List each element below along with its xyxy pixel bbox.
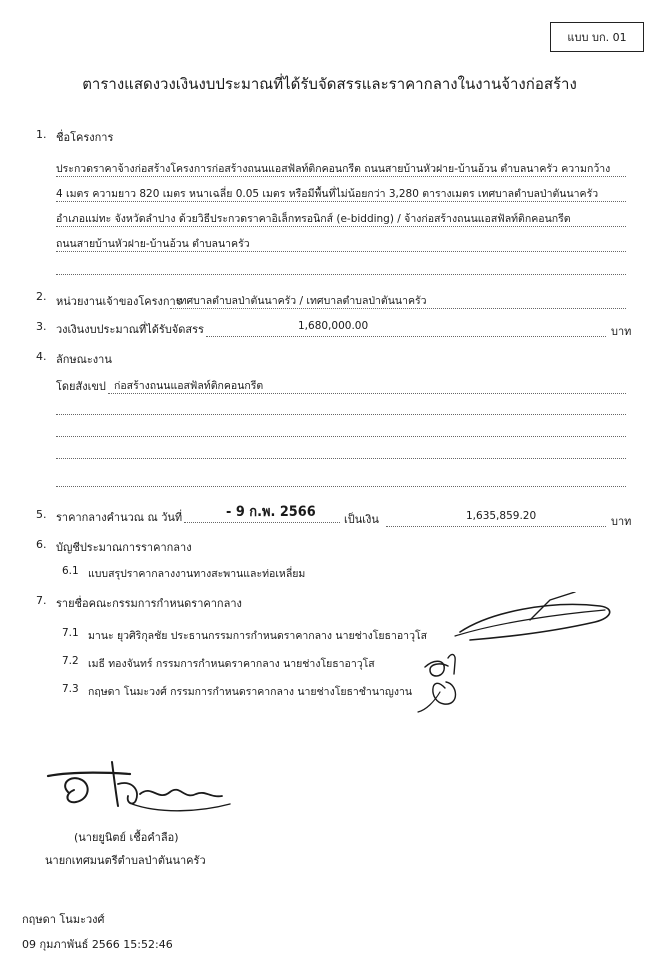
budget-unit: บาท [611,325,632,338]
section-2-number: 2. [36,290,47,303]
dotted-line [386,526,606,527]
section-5-label: ราคากลางคำนวณ ณ วันที่ [56,511,183,524]
dotted-line [56,274,626,275]
dotted-line [56,201,626,202]
form-code: แบบ บก. 01 [567,31,627,44]
section-7-number: 7. [36,594,47,607]
committee-2-text: เมธี ทองจันทร์ กรรมการกำหนดราคากลาง นายช่างโยธาอาวุโส [88,658,375,670]
dotted-line [56,414,626,415]
committee-3-number: 7.3 [62,683,79,695]
work-summary-label: โดยสังเขป [56,380,106,393]
mayor-signature [40,754,240,824]
dotted-line [206,336,606,337]
dotted-line [56,251,626,252]
committee-1-text: มานะ ยุวศิริกุลชัย ประธานกรรมการกำหนดราคากลาง นายช่างโยธาอาวุโส [88,630,428,642]
dotted-line [56,458,626,459]
budget-amount: 1,680,000.00 [298,320,369,332]
project-name-line-2: 4 เมตร ความยาว 820 เมตร หนาเฉลี่ย 0.05 เมตร หรือมีพื้นที่ไม่น้อยกว่า 3,280 ตารางเมตร เทศบาลตำบลป่าตันนาครัว [56,188,599,200]
committee-2-number: 7.2 [62,655,79,667]
section-6-label: บัญชีประมาณการราคากลาง [56,541,192,554]
section-1-number: 1. [36,128,47,141]
project-name-line-3: อำเภอแม่ทะ จังหวัดลำปาง ด้วยวิธีประกวดราคาอิเล็กทรอนิกส์ (e-bidding) / จ้างก่อสร้างถนนแอสฟัลท์ติกคอนกรีต [56,213,571,225]
dotted-line [56,486,626,487]
amount-unit: บาท [611,515,632,528]
committee-1-number: 7.1 [62,627,79,639]
dotted-line [108,393,626,394]
footer-name: กฤษดา โนมะวงศ์ [22,913,105,926]
project-name-line-4: ถนนสายบ้านหัวฝาย-บ้านอ้วน ตำบลนาครัว [56,238,250,250]
signer-name: (นายยูนิตย์ เชื้อคำลือ) [74,831,179,844]
amount-label: เป็นเงิน [344,513,379,526]
estimate-item-number: 6.1 [62,565,79,577]
project-name-line-1: ประกวดราคาจ้างก่อสร้างโครงการก่อสร้างถนนแอสฟัลท์ติกคอนกรีต ถนนสายบ้านหัวฝาย-บ้านอ้วน ตำบลนาครัว ความกว้าง [56,163,611,175]
dotted-line [56,436,626,437]
section-4-label: ลักษณะงาน [56,353,112,366]
committee-3-text: กฤษดา โนมะวงศ์ กรรมการกำหนดราคากลาง นายช่างโยธาชำนาญงาน [88,686,413,698]
form-code-box [550,22,644,52]
price-date-stamp: - 9 ก.พ. 2566 [226,504,316,520]
section-6-number: 6. [36,538,47,551]
dotted-line [184,522,340,523]
committee-signatures [400,592,640,722]
section-3-number: 3. [36,320,47,333]
section-3-label: วงเงินงบประมาณที่ได้รับจัดสรร [56,323,204,336]
estimate-item-text: แบบสรุปราคากลางงานทางสะพานและท่อเหลี่ยม [88,568,306,580]
section-2-label: หน่วยงานเจ้าของโครงการ [56,295,182,308]
dotted-line [170,308,626,309]
footer-timestamp: 09 กุมภาพันธ์ 2566 15:52:46 [22,938,173,951]
section-5-number: 5. [36,508,47,521]
signer-position: นายกเทศมนตรีตำบลป่าตันนาครัว [45,854,206,867]
work-summary-value: ก่อสร้างถนนแอสฟัลท์ติกคอนกรีต [114,380,264,392]
dotted-line [56,176,626,177]
document-title: ตารางแสดงวงเงินงบประมาณที่ได้รับจัดสรรและราคากลางในงานจ้างก่อสร้าง [82,75,577,93]
section-1-label: ชื่อโครงการ [56,131,114,144]
section-4-number: 4. [36,350,47,363]
reference-price-amount: 1,635,859.20 [466,510,537,522]
dotted-line [56,226,626,227]
section-7-label: รายชื่อคณะกรรมการกำหนดราคากลาง [56,597,242,610]
project-owner-value: เทศบาลตำบลป่าตันนาครัว / เทศบาลตำบลป่าตันนาครัว [176,295,427,307]
